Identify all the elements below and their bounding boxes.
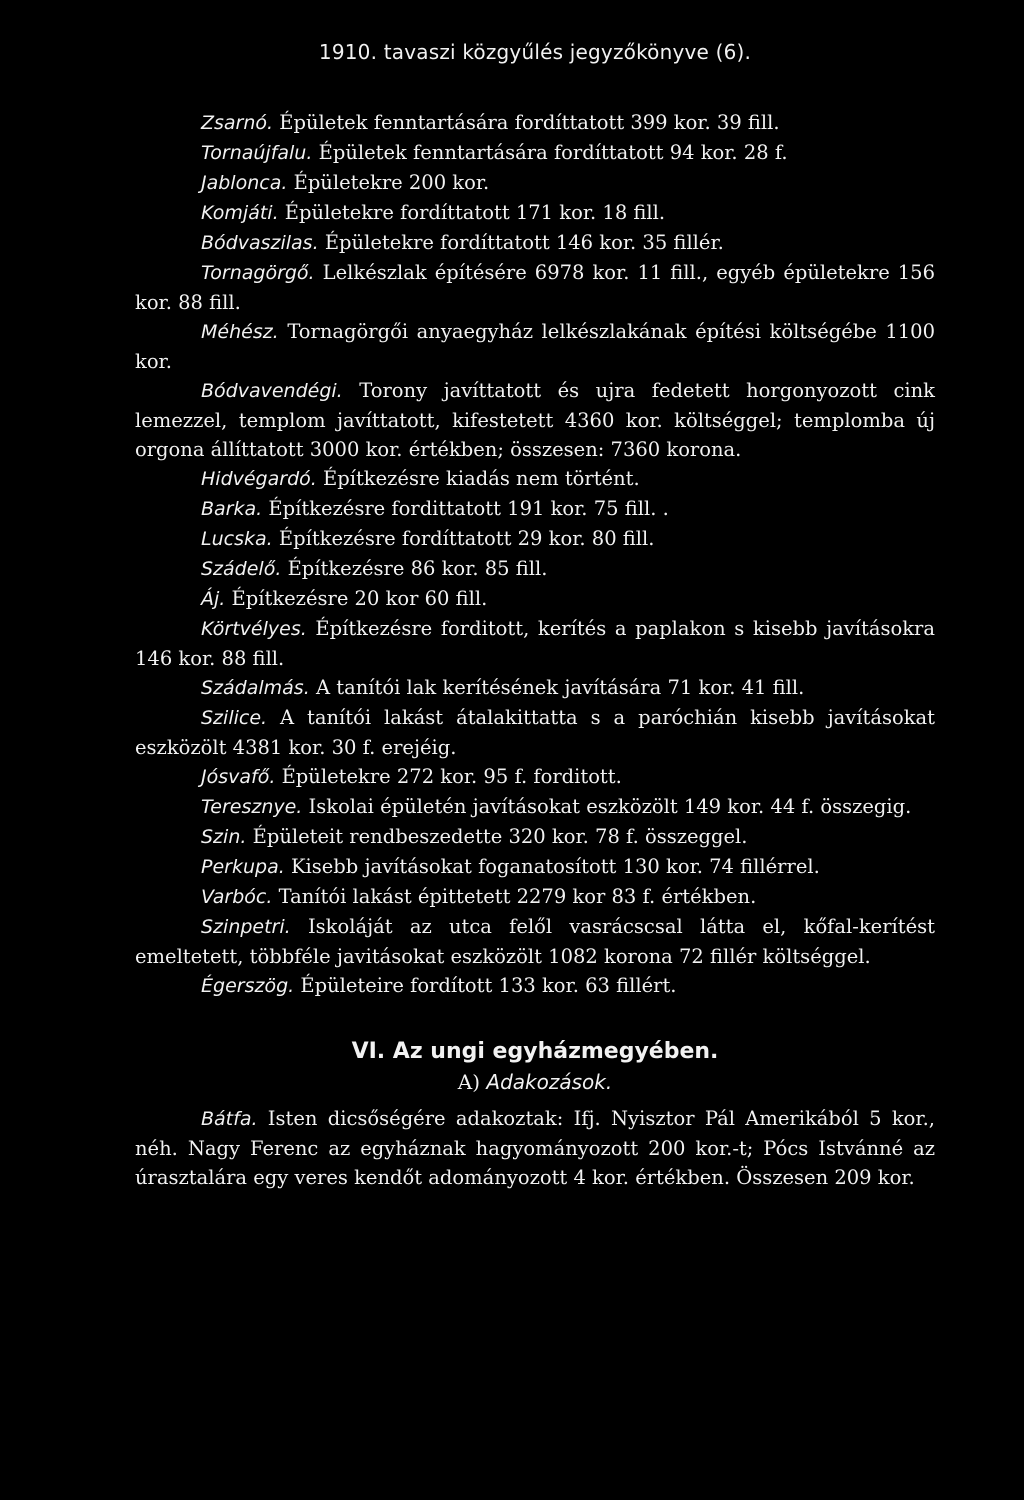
entry-place: Bódvavendégi. — [201, 380, 343, 402]
entry-text: Építkezésre 20 kor 60 fill. — [225, 587, 488, 610]
section-entries-list — [135, 1104, 935, 1192]
entry — [135, 882, 935, 912]
entry — [135, 584, 935, 614]
entry-text: Épületeire fordított 133 kor. 63 fillért. — [294, 974, 677, 997]
entry-text: Iskolai épületén javításokat eszközölt 149 kor. 44 f. összegig. — [302, 795, 912, 818]
subsection-title — [135, 1070, 935, 1094]
entry — [135, 554, 935, 584]
entry-place: Perkupa. — [201, 856, 285, 878]
entry — [135, 138, 935, 168]
entry — [135, 524, 935, 554]
entry-text: Építkezésre 86 kor. 85 fill. — [281, 557, 548, 580]
entry-text: Épületekre fordíttatott 146 kor. 35 fillér. — [318, 231, 724, 254]
entry-place: Szádelő. — [201, 558, 282, 580]
entry — [135, 762, 935, 792]
entries-list — [135, 108, 935, 1001]
entry-place: Áj. — [201, 588, 226, 610]
entry — [135, 673, 935, 703]
entry-place: Égerszög. — [201, 975, 295, 997]
entry-text: Építkezésre kiadás nem történt. — [316, 467, 640, 490]
entry-place: Szin. — [201, 826, 247, 848]
entry — [135, 108, 935, 138]
entry-place: Lucska. — [201, 528, 273, 550]
entry-place: Barka. — [201, 498, 263, 520]
entry-text: Épületek fenntartására fordíttatott 399 kor. 39 fill. — [273, 111, 780, 134]
entry — [135, 464, 935, 494]
entry-place: Bódvaszilas. — [201, 232, 319, 254]
entry-text: A tanítói lakást átalakittatta s a paróchián kisebb javításokat eszközölt 4381 kor. 30 f. erejéig. — [135, 706, 935, 759]
entry-text: Építkezésre fordíttatott 29 kor. 80 fill. — [272, 527, 655, 550]
entry — [135, 971, 935, 1001]
entry-text: Isten dicsőségére adakoztak: Ifj. Nyisztor Pál Amerikából 5 kor., néh. Nagy Ferenc az egyháznak hagyományozott 200 kor.-t; Pócs Istvánné az úrasztalára egy veres kendőt adományozott 4 kor. értékben. Összesen 209 kor. — [135, 1107, 935, 1189]
entry-place: Szádalmás. — [201, 677, 310, 699]
entry — [135, 852, 935, 882]
entry-text: Épületekre 200 kor. — [287, 171, 490, 194]
page-header: 1910. tavaszi közgyűlés jegyzőkönyve (6). — [318, 40, 752, 64]
entry-place: Jablonca. — [201, 172, 288, 194]
entry — [135, 1104, 935, 1192]
entry-text: Tanítói lakást épittetett 2279 kor 83 f. értékben. — [272, 885, 757, 908]
entry — [135, 228, 935, 258]
entry-place: Körtvélyes. — [201, 618, 307, 640]
entry — [135, 168, 935, 198]
entry — [135, 792, 935, 822]
entry — [135, 494, 935, 524]
entry-place: Hidvégardó. — [201, 468, 317, 490]
entry-text: Építkezésre forditott, kerítés a paplakon s kisebb javításokra 146 kor. 88 fill. — [135, 617, 935, 670]
entry-place: Teresznye. — [201, 796, 303, 818]
entry-place: Szinpetri. — [201, 916, 291, 938]
document-page — [135, 40, 935, 1192]
entry-place: Tornagörgő. — [201, 262, 315, 284]
entry — [135, 258, 935, 317]
entry-text: Épületek fenntartására fordíttatott 94 kor. 28 f. — [312, 141, 788, 164]
section-title: VI. Az ungi egyházmegyében. — [351, 1039, 719, 1064]
entry-text: A tanítói lak kerítésének javítására 71 kor. 41 fill. — [309, 676, 805, 699]
entry-text: Kisebb javításokat foganatosított 130 kor. 74 fillérrel. — [284, 855, 820, 878]
entry-text: Torony javíttatott és ujra fedetett horgonyozott cink lemezzel, templom javíttatott, kifestetett 4360 kor. költséggel; templomba új orgona állíttatott 3000 kor. értékben; összesen: 7360 korona. — [135, 379, 935, 461]
entry-text: Iskoláját az utca felől vasrácscsal látta el, kőfal-kerítést emeltetett, többféle javitásokat eszközölt 1082 korona 72 fillér költséggel. — [135, 915, 935, 968]
entry-place: Bátfa. — [201, 1108, 258, 1130]
entry-place: Tornaújfalu. — [201, 142, 313, 164]
entry-text: Lelkészlak építésére 6978 kor. 11 fill., egyéb épületekre 156 kor. 88 fill. — [135, 261, 935, 314]
entry-place: Szilice. — [201, 707, 268, 729]
subsection-prefix: A) — [457, 1070, 481, 1094]
entry-text: Épületekre 272 kor. 95 f. forditott. — [275, 765, 622, 788]
entry — [135, 614, 935, 673]
entry-place: Varbóc. — [201, 886, 273, 908]
entry-place: Zsarnó. — [201, 112, 274, 134]
entry — [135, 822, 935, 852]
entry — [135, 198, 935, 228]
entry-place: Méhész. — [201, 321, 279, 343]
entry — [135, 703, 935, 762]
entry-text: Építkezésre fordittatott 191 kor. 75 fill. . — [262, 497, 669, 520]
entry — [135, 317, 935, 376]
entry — [135, 912, 935, 971]
entry-place: Jósvafő. — [201, 766, 276, 788]
entry-text: Épületekre fordíttatott 171 kor. 18 fill. — [278, 201, 666, 224]
entry-text: Tornagörgői anyaegyház lelkészlakának építési költségébe 1100 kor. — [135, 320, 935, 373]
entry-text: Épületeit rendbeszedette 320 kor. 78 f. összeggel. — [246, 825, 748, 848]
subsection-name: Adakozások. — [486, 1070, 613, 1094]
entry-place: Komjáti. — [201, 202, 279, 224]
entry — [135, 376, 935, 464]
